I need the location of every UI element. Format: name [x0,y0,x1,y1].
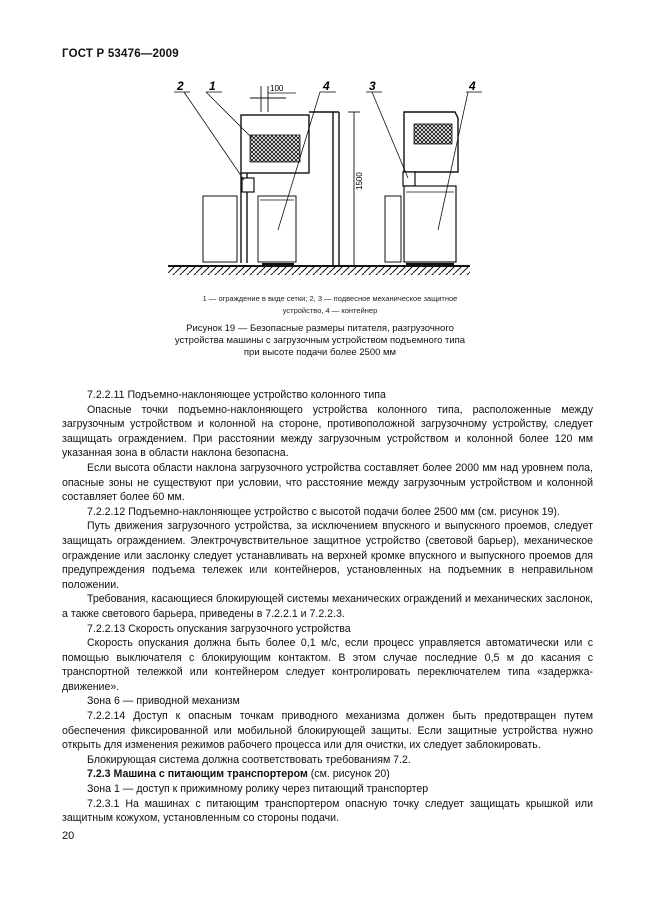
paragraph: 7.2.3.1 На машинах с питающим транспортером опасную точку следует защищать крышкой или защитным кожухом, установленным со стороны подачи. [62,797,593,825]
caption-line: при высоте подачи более 2500 мм [243,347,397,358]
paragraph: Скорость опускания должна быть более 0,1 м/с, если процесс управляется автоматически или с помощью выключателя с блокирующим контактом. В этом случае последние 0,5 м до касания с транспортной тележкой или контейнером следует контролировать переключателем типа «задержка-движение». [62,637,593,693]
paragraph: Опасные точки подъемно-наклоняющего устройства колонного типа, расположенные между загрузочным устройством и колонной на стороне, противоположной загрузочному устройству, следует защищать ограждением. При расстоянии между загрузочным устройством и колонной более 120 мм указанная зона в области наклона безопасна. [62,403,593,460]
figure-legend [150,293,510,317]
paragraph: Зона 1 — доступ к прижимному ролику через питающий транспортер [87,783,429,796]
left-machine [203,115,309,266]
container-right [404,186,456,262]
document-header: ГОСТ Р 53476—2009 [62,48,179,60]
container-left [258,196,296,262]
dimension-top-label: 100 [270,84,284,93]
paragraph: 7.2.2.13 Скорость опускания загрузочного устройства [87,622,351,635]
section-heading-title: 7.2.3 Машина с питающим транспортером [87,768,308,781]
paragraph: Блокирующая система должна соответствовать требованиям 7.2. [87,753,411,766]
floor [168,266,470,275]
figure-19-drawing [0,0,646,300]
paragraph: Зона 6 — приводной механизм [87,695,240,708]
dimension-top [250,84,296,112]
section-heading-ref: (см. рисунок 20) [307,768,390,781]
paragraph: Путь движения загрузочного устройства, за исключением впускного и выпускного проемов, следует защищать ограждением. Электрочувствительное защитное устройство (световой барьер), механическое ограждение или заслонку следует устанавливать на верхней кромке впускного и выпускного проемов для предупреждения подъема тележек или контейнеров, установленных на подъемник в неправильном положении. [62,520,593,591]
callout-4-left: 4 [323,79,330,93]
paragraph: Если высота области наклона загрузочного устройства составляет более 2000 мм над уровнем пола, опасные зоны не существуют при условии, что расстояние между загрузочным устройством и колонной составляет более 60 мм. [62,461,593,504]
caption-line: Рисунок 19 — Безопасные размеры питателя, разгрузочного [186,323,454,334]
paragraph: 7.2.2.14 Доступ к опасным точкам приводного механизма должен быть предотвращен путем обеспечения фиксированной или мобильной блокирующей защиты. Если защитные устройства нужно открыть для изменения режимов рабочего процесса или для очистки, их следует заблокировать. [62,710,593,752]
column [309,112,364,266]
legend-line: устройство, 4 — контейнер [282,306,378,315]
legend-line: 1 — ограждение в виде сетки; 2, 3 — подвесное механическое защитное [202,294,458,303]
mesh-guard-left [250,135,300,162]
callout-3: 3 [369,79,376,93]
caption-line: устройства машины с загрузочным устройством подъемного типа [174,335,466,346]
suspended-device-3 [403,172,415,186]
paragraph: Требования, касающиеся блокирующей системы механических ограждений и механических заслонок, а также светового барьера, приведены в 7.2.2.1 и 7.2.2.3. [62,593,593,620]
callout-2: 2 [177,79,184,93]
figure-caption [150,323,490,359]
dimension-height-label: 1500 [355,172,364,190]
callout-1: 1 [209,79,216,93]
callout-4-right: 4 [469,79,476,93]
page-number: 20 [62,830,75,842]
body-text [62,388,593,826]
section-heading [62,767,593,782]
paragraph: 7.2.2.11 Подъемно-наклоняющее устройство колонного типа [87,389,386,401]
paragraph: 7.2.2.12 Подъемно-наклоняющее устройство с высотой подачи более 2500 мм (см. рисунок 19). [87,505,560,518]
